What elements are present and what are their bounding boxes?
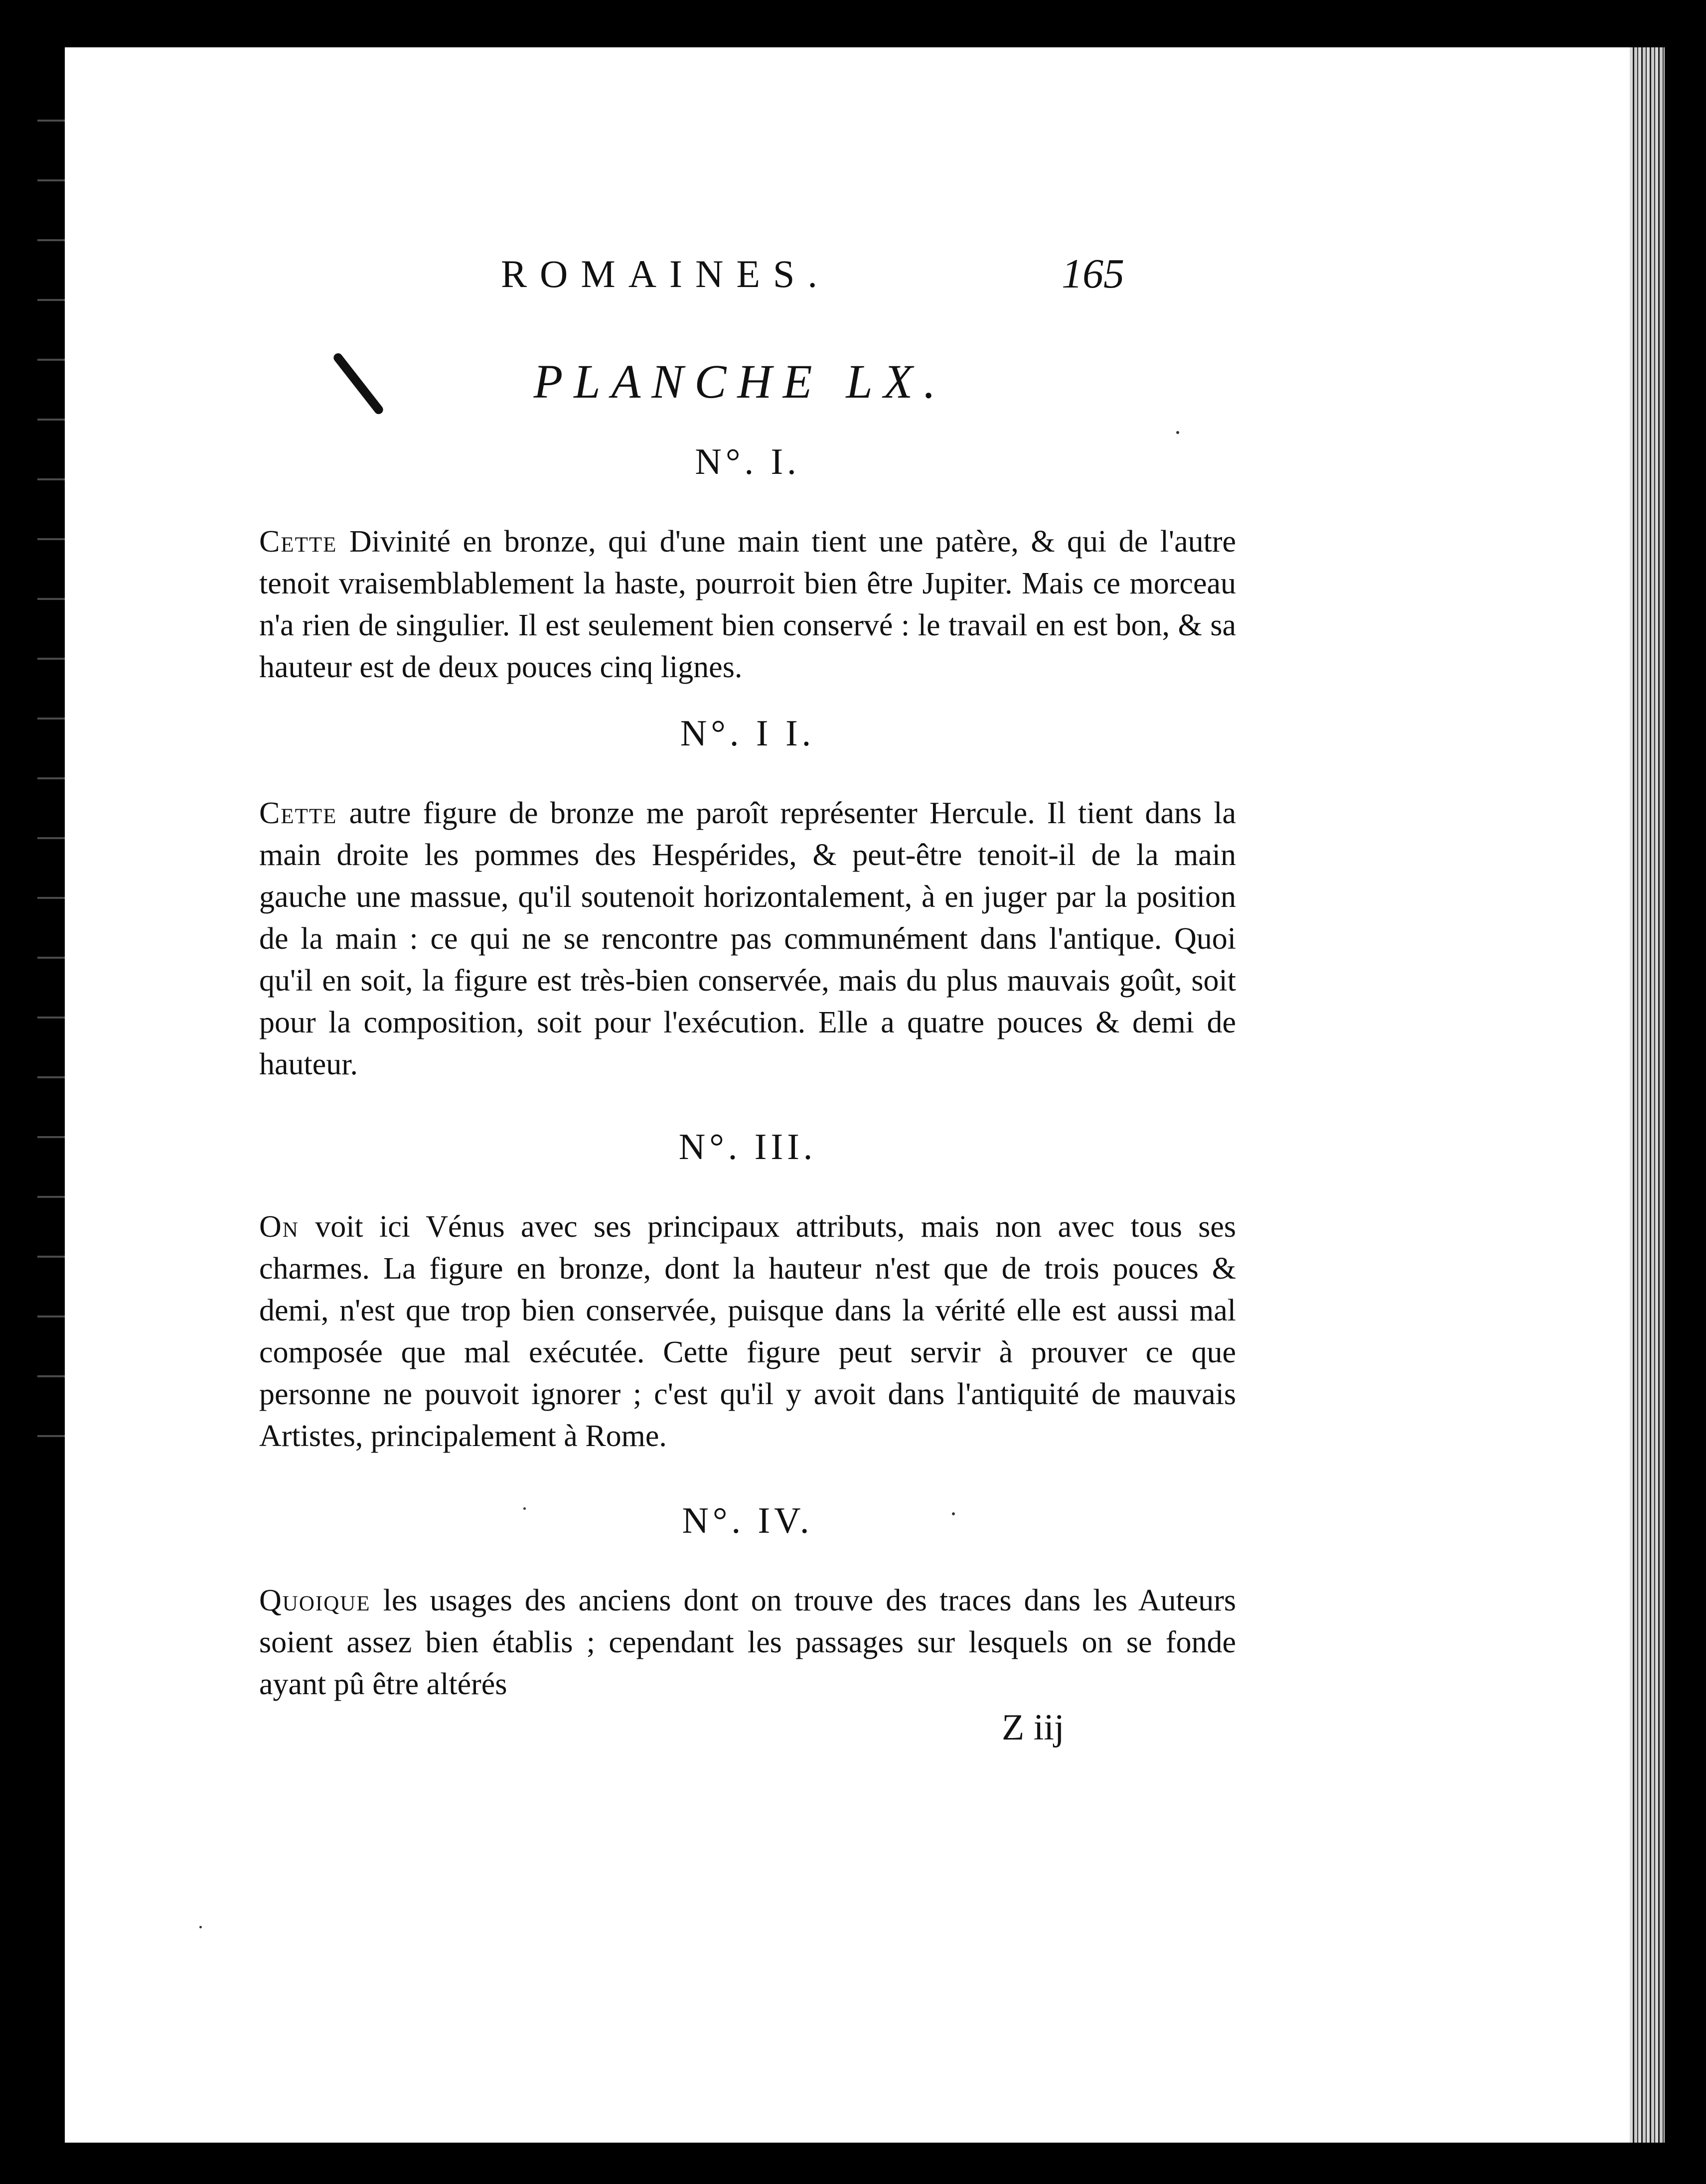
section-heading: N°. IV. (682, 1500, 813, 1541)
page-header (65, 252, 1630, 326)
scan-speck (523, 1507, 526, 1510)
paragraph-text: autre figure de bronze me paroît représenter Hercule. Il tient dans la main droite les pommes des Hespérides, & peut-être tenoit-il de la main gauche une massue, qu'il soutenoit horizontalement, à en juger par la position de la main : ce qui ne se rencontre pas communément dans l'antique. Quoi qu'il en soit, la figure est très-bien conservée, mais du plus mauvais goût, soit pour la composition, soit pour l'exécution. Elle a quatre pouces & demi de hauteur. (259, 796, 1236, 1081)
scan-speck (199, 1926, 202, 1928)
signature-mark: Z iij (1002, 1707, 1065, 1748)
section-2 (259, 713, 1236, 1085)
section-paragraph (259, 1580, 1236, 1705)
scan-left-edge (37, 100, 65, 1495)
paragraph-lead-word: Cette (259, 796, 337, 830)
paragraph-lead-word: Cette (259, 525, 337, 559)
paragraph-text: Divinité en bronze, qui d'une main tient une patère, & qui de l'autre tenoit vraisemblablement la haste, pourroit bien être Jupiter. Mais ce morceau n'a rien de singulier. Il est seulement bien conservé : le travail en est bon, & sa hauteur est de deux pouces cinq lignes. (259, 525, 1236, 684)
scan-speck (952, 1512, 955, 1515)
section-heading: N°. I. (695, 441, 800, 482)
section-paragraph (259, 792, 1236, 1085)
page-number: 165 (1062, 251, 1124, 297)
paragraph-text: les usages des anciens dont on trouve des traces dans les Auteurs soient assez bien établis ; cependant les passages sur lesquels on se fonde ayant pû être altérés (259, 1584, 1236, 1701)
section-heading: N°. III. (678, 1127, 817, 1167)
section-heading: N°. I I. (680, 713, 815, 754)
paragraph-lead-word: Quoique (259, 1584, 371, 1617)
section-4 (259, 1500, 1236, 1705)
section-paragraph (259, 1206, 1236, 1457)
plate-title: PLANCHE LX. (533, 355, 947, 408)
paragraph-lead-word: On (259, 1210, 299, 1244)
page-right-edge (1630, 47, 1665, 2143)
book-page (65, 47, 1630, 2143)
section-paragraph (259, 521, 1236, 688)
paragraph-text: voit ici Vénus avec ses principaux attributs, mais non avec tous ses charmes. La figure en bronze, dont la hauteur n'est que de trois pouces & demi, n'est que trop bien conservée, puisque dans la vérité elle est aussi mal composée que mal exécutée. Cette figure peut servir à prouver ce que personne ne pouvoit ignorer ; c'est qu'il y avoit dans l'antiquité de mauvais Artistes, principalement à Rome. (259, 1210, 1236, 1453)
scan-speck (1176, 431, 1179, 434)
section-1 (259, 441, 1236, 688)
running-title: ROMAINES. (501, 252, 830, 295)
section-3 (259, 1126, 1236, 1457)
